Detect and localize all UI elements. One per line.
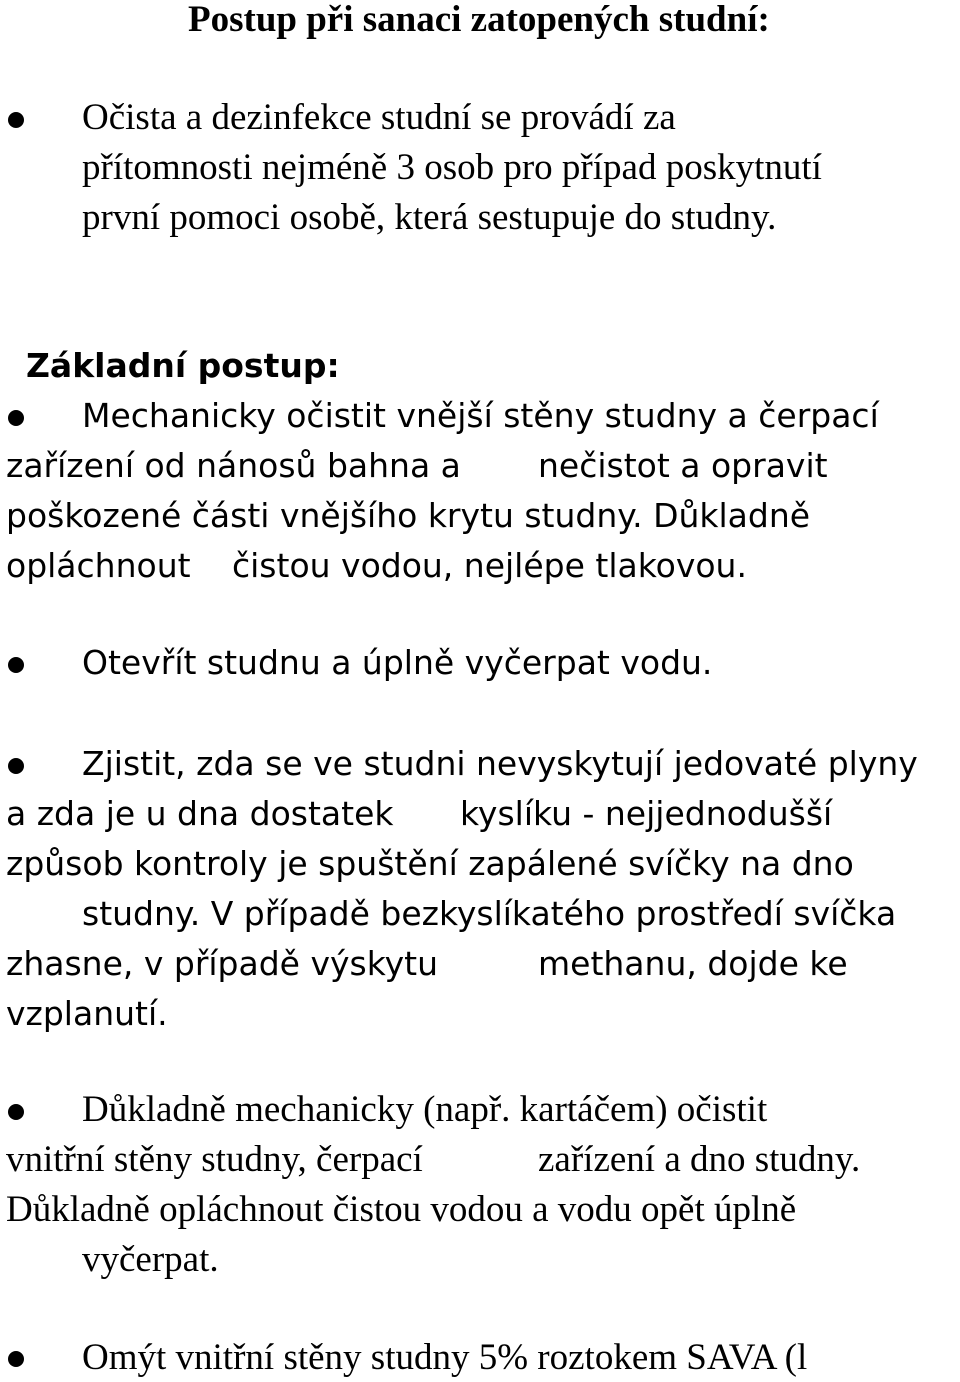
step-4-line-4: vyčerpat. bbox=[82, 1239, 219, 1280]
step-4-line-2b: zařízení a dno studny. bbox=[538, 1139, 861, 1180]
step-1-line-2a: zařízení od nánosů bahna a bbox=[6, 446, 461, 485]
step-3-line-3: způsob kontroly je spuštění zapálené svíčky na dno bbox=[6, 844, 854, 883]
step-3-line-5a: zhasne, v případě výskytu bbox=[6, 944, 439, 983]
step-1-line-1: Mechanicky očistit vnější stěny studny a čerpací bbox=[82, 396, 879, 435]
step-3-line-2b: kyslíku - nejjednodušší bbox=[460, 794, 833, 833]
step-1-line-4b: čistou vodou, nejlépe tlakovou. bbox=[232, 546, 747, 585]
step-4-line-1: Důkladně mechanicky (např. kartáčem) očistit bbox=[82, 1089, 768, 1130]
paragraph-1-line-2: přítomnosti nejméně 3 osob pro případ poskytnutí bbox=[82, 147, 822, 188]
step-4-line-3: Důkladně opláchnout čistou vodou a vodu opět úplně bbox=[6, 1189, 797, 1230]
bullet-icon bbox=[8, 1351, 24, 1367]
section-heading: Základní postup: bbox=[26, 346, 340, 385]
bullet-icon bbox=[8, 410, 24, 426]
step-3-line-6: vzplanutí. bbox=[6, 994, 168, 1033]
step-1-line-3: poškozené části vnějšího krytu studny. Důkladně bbox=[6, 496, 811, 535]
step-3-line-4: studny. V případě bezkyslíkatého prostředí svíčka bbox=[82, 894, 897, 933]
step-3-line-5b: methanu, dojde ke bbox=[538, 944, 848, 983]
step-2-line-1: Otevřít studnu a úplně vyčerpat vodu. bbox=[82, 643, 713, 682]
bullet-icon bbox=[8, 1104, 24, 1120]
bullet-icon bbox=[8, 758, 24, 774]
bullet-icon bbox=[8, 112, 24, 128]
page-title: Postup při sanaci zatopených studní: bbox=[188, 0, 770, 40]
step-3-line-2a: a zda je u dna dostatek bbox=[6, 794, 394, 833]
step-3-line-1: Zjistit, zda se ve studni nevyskytují jedovaté plyny bbox=[82, 744, 918, 783]
paragraph-1-line-1: Očista a dezinfekce studní se provádí za bbox=[82, 97, 676, 138]
paragraph-1-line-3: první pomoci osobě, která sestupuje do studny. bbox=[82, 197, 777, 238]
step-4-line-2a: vnitřní stěny studny, čerpací bbox=[6, 1139, 423, 1180]
bullet-icon bbox=[8, 657, 24, 673]
step-5-line-1: Omýt vnitřní stěny studny 5% roztokem SAVA (l bbox=[82, 1337, 808, 1378]
step-1-line-4a: opláchnout bbox=[6, 546, 191, 585]
step-1-line-2b: nečistot a opravit bbox=[538, 446, 828, 485]
